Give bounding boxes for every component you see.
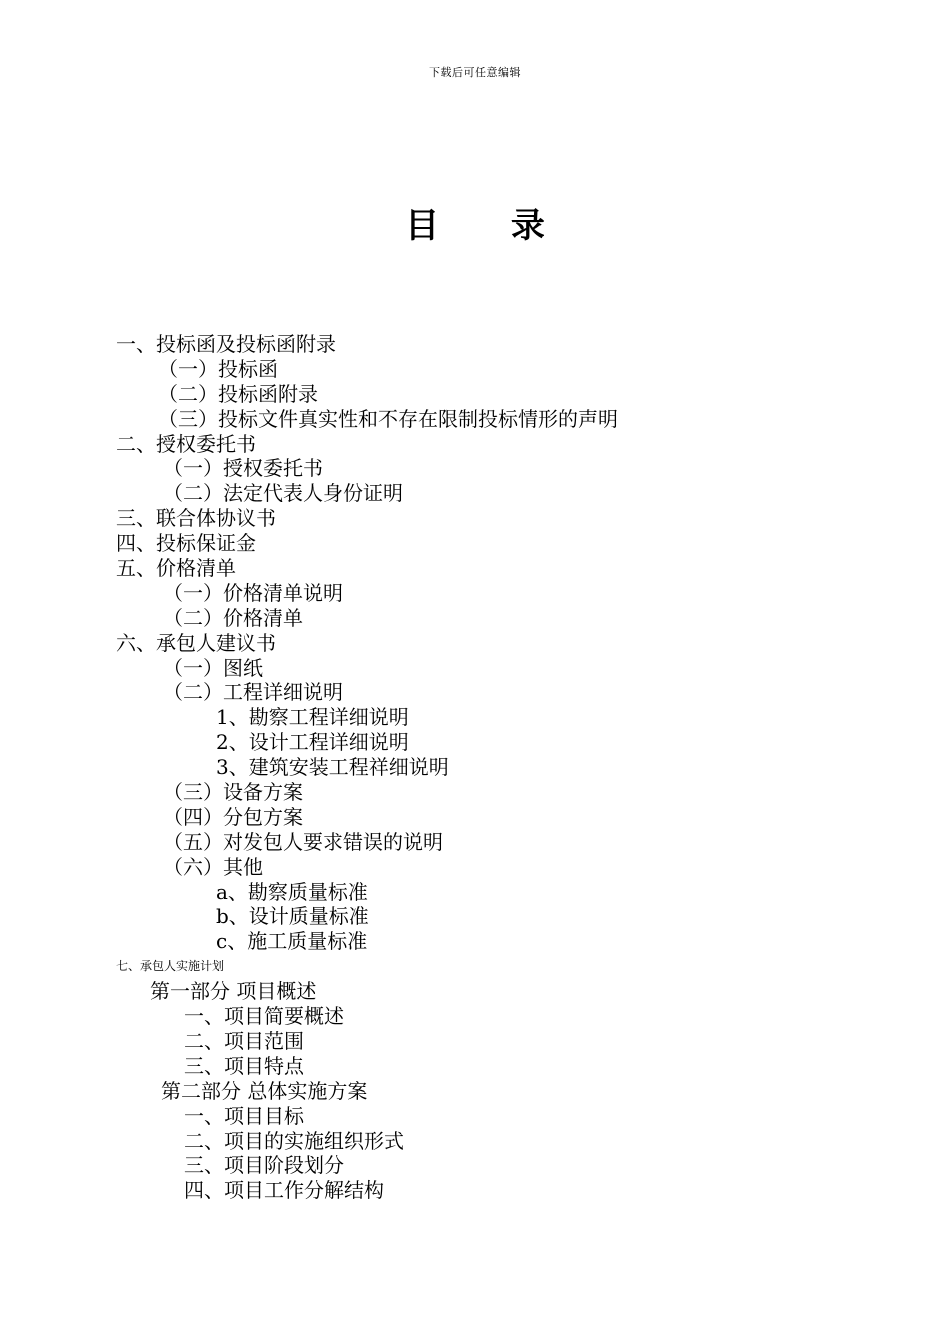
toc-entry-text: 四、投标保证金 <box>116 531 256 556</box>
toc-entry-text: （一）投标函 <box>158 356 278 381</box>
toc-entry <box>0 979 950 1004</box>
toc-entry-text: 3、建筑安装工程祥细说明 <box>216 755 449 780</box>
toc-entry <box>0 755 950 780</box>
page-header-note: 下载后可任意编辑 <box>429 66 521 79</box>
toc-entry <box>0 805 950 830</box>
toc-entry <box>0 705 950 730</box>
toc-entry-text: 五、价格清单 <box>116 556 236 581</box>
toc-entry-text: 1、勘察工程详细说明 <box>216 705 409 730</box>
toc-entry <box>0 730 950 755</box>
toc-entry <box>0 1129 950 1154</box>
toc-entry-text: 第一部分 项目概述 <box>150 979 317 1004</box>
toc-entry <box>0 880 950 905</box>
toc-entry-text: b、设计质量标准 <box>216 904 369 929</box>
toc-entry <box>0 1178 950 1203</box>
toc-entry-text: c、施工质量标准 <box>216 929 368 954</box>
toc-entry-text: （五）对发包人要求错误的说明 <box>163 829 443 854</box>
toc-entry-text: （一）授权委托书 <box>163 456 323 481</box>
toc-entry-text: （二）投标函附录 <box>158 381 318 406</box>
toc-entry-text: 七、承包人实施计划 <box>116 959 225 974</box>
toc-entry-text: 二、项目的实施组织形式 <box>184 1128 404 1153</box>
toc-entry-text: 一、投标函及投标函附录 <box>116 332 336 356</box>
toc-entry <box>0 506 950 531</box>
toc-entry-text: （三）投标文件真实性和不存在限制投标情形的声明 <box>158 406 618 431</box>
toc-entry-text: （四）分包方案 <box>163 804 303 829</box>
toc-entry <box>0 1004 950 1029</box>
toc-entry-text: 三、联合体协议书 <box>116 506 276 531</box>
toc-entry-text: 一、项目目标 <box>184 1103 304 1128</box>
toc-entry-text: （二）法定代表人身份证明 <box>163 481 403 506</box>
toc-entry <box>0 680 950 705</box>
toc-entry <box>0 631 950 656</box>
toc-entry <box>0 1104 950 1129</box>
toc-entry <box>0 830 950 855</box>
toc-entry-text: 三、项目特点 <box>184 1053 304 1078</box>
toc-entry <box>0 780 950 805</box>
toc-entry <box>0 1054 950 1079</box>
toc-entry-text: a、勘察质量标准 <box>216 879 368 904</box>
toc-entry-text: （一）价格清单说明 <box>163 580 343 605</box>
toc-entry <box>0 531 950 556</box>
toc-entry-text: （二）工程详细说明 <box>163 680 343 705</box>
toc-entry <box>0 606 950 631</box>
toc-entry <box>0 382 950 407</box>
toc-entry-text: 一、项目简要概述 <box>184 1004 344 1029</box>
toc-entry-text: 2、设计工程详细说明 <box>216 730 409 755</box>
toc-entry <box>0 407 950 432</box>
table-of-contents <box>0 332 950 1203</box>
toc-entry <box>0 556 950 581</box>
toc-entry <box>0 1029 950 1054</box>
toc-entry-text: 四、项目工作分解结构 <box>184 1178 384 1203</box>
toc-entry-text: 二、授权委托书 <box>116 431 256 456</box>
toc-entry <box>0 954 950 979</box>
toc-entry-text: （二）价格清单 <box>163 605 303 630</box>
toc-entry <box>0 656 950 681</box>
toc-entry <box>0 904 950 929</box>
toc-entry-text: 六、承包人建议书 <box>116 630 276 655</box>
toc-entry <box>0 1079 950 1104</box>
toc-entry <box>0 855 950 880</box>
toc-entry-text: （一）图纸 <box>163 655 263 680</box>
toc-entry-text: 第二部分 总体实施方案 <box>161 1078 368 1103</box>
document-title: 目 录 <box>405 206 575 246</box>
toc-entry <box>0 481 950 506</box>
toc-entry-text: （六）其他 <box>163 854 263 879</box>
toc-entry <box>0 456 950 481</box>
toc-entry-text: 二、项目范围 <box>184 1028 304 1053</box>
toc-entry-text: （三）设备方案 <box>163 780 303 805</box>
toc-entry <box>0 332 950 357</box>
toc-entry <box>0 357 950 382</box>
toc-entry <box>0 432 950 457</box>
toc-entry <box>0 1153 950 1178</box>
toc-entry-text: 三、项目阶段划分 <box>184 1153 344 1178</box>
toc-entry <box>0 929 950 954</box>
toc-entry <box>0 581 950 606</box>
